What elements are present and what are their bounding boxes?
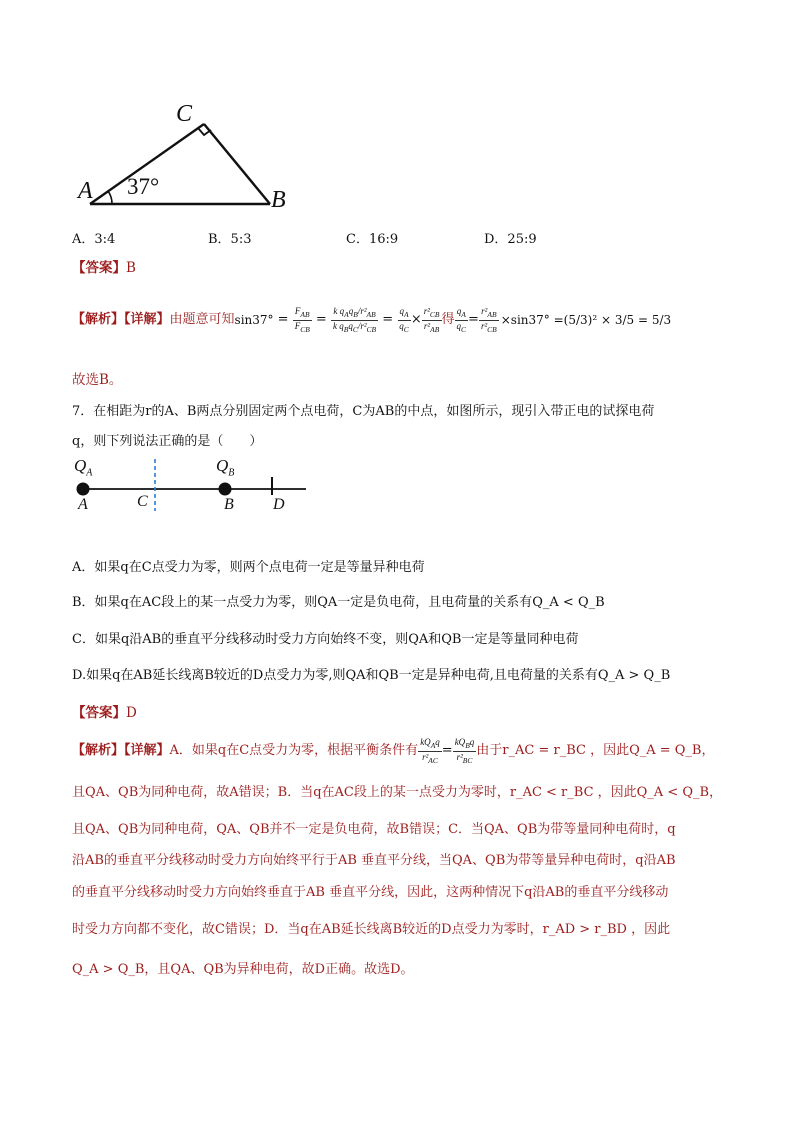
label-d7: D — [273, 496, 285, 513]
q7-option-c: C．如果q沿AB的垂直平分线移动时受力方向始终不变，则QA和QB一定是等量同种电荷 — [72, 632, 579, 647]
fraction-q2: $\frac{q_A}{q_C}$ — [456, 305, 467, 334]
fraction-coulomb: $\frac{k q_Aq_B/r^2_{AB}}{k q_Bq_C/r^2_{CB}}$ — [332, 305, 377, 334]
analysis-tail: ×sin37° =(5/3)² × 3/5 = 5/3 — [500, 313, 672, 327]
answer-tag: 【答案】 — [72, 260, 126, 276]
angle-label: 37° — [127, 174, 160, 199]
option-c: C．16:9 — [346, 232, 399, 247]
label-c7: C — [137, 493, 148, 510]
label-qa: $Q_A$ — [74, 456, 93, 479]
analysis-q7-line1: 【解析】【详解】 A．如果q在C点受力为零，根据平衡条件有 $\frac{kQ_Aq}{r^2_{AC}}$ = $\frac{kQ_Bq}{r^2_{BC}}$ 由于r_AC = r_BC ，因此Q_A = Q_B， — [72, 736, 715, 765]
option-b: B．5:3 — [208, 232, 252, 247]
option-a: A．3:4 — [72, 232, 116, 247]
answer-q7 — [72, 703, 137, 723]
answer-tag-q7: 【答案】 — [72, 705, 126, 721]
analysis-q7-l1b: 由于r_AC = r_BC ，因此Q_A = Q_B， — [476, 743, 715, 758]
analysis-tag: 【解析】【详解】 — [72, 312, 170, 327]
analysis-q7-l1a: A．如果q在C点受力为零，根据平衡条件有 — [169, 743, 419, 758]
analysis-q7-line5: 的垂直平分线移动时受力方向始终垂直于AB 垂直平分线，因此，这两种情况下q沿AB的垂直平分线移动 — [72, 885, 669, 900]
label-a: A — [78, 178, 93, 204]
q7-stem-1: 7．在相距为r的A、B两点分别固定两个点电荷，C为AB的中点，如图所示，现引入带正电的试探电荷 — [72, 404, 655, 419]
label-qb: $Q_B$ — [216, 456, 235, 479]
conclusion-q6: 故选B。 — [72, 372, 123, 388]
fraction-balance-b: $\frac{kQ_Bq}{r^2_{BC}}$ — [454, 736, 475, 765]
q7-option-d: D.如果q在AB延长线离B较近的D点受力为零,则QA和QB一定是异种电荷,且电荷量的关系有Q_A > Q_B — [72, 668, 671, 683]
answer-q6 — [72, 258, 136, 278]
fraction-force: $\frac{F_{AB}}{F_{CB}}$ — [294, 305, 310, 334]
analysis-lead: 由题意可知 — [169, 312, 235, 327]
fraction-r: $\frac{r^2_{CB}}{r^2_{AB}}$ — [423, 305, 440, 334]
analysis-q7-line4: 沿AB的垂直平分线移动时受力方向始终平行于AB 垂直平分线，当QA、QB为带等量异种电荷时，q沿AB — [72, 853, 676, 868]
sin-text: sin37° — [234, 313, 274, 327]
option-d: D．25:9 — [484, 232, 537, 247]
analysis-tag-q7: 【解析】【详解】 — [72, 743, 170, 758]
analysis-q7-line2: 且QA、QB为同种电荷，故A错误；B．当q在AC段上的某一点受力为零时，r_AC < r_BC ，因此Q_A < Q_B， — [72, 785, 723, 800]
q7-stem-2: q，则下列说法正确的是（ ） — [72, 434, 263, 449]
analysis-q7-line3: 且QA、QB为同种电荷，QA、QB并不一定是负电荷，故B错误；C．当QA、QB为带等量同种电荷时，q — [72, 822, 676, 837]
analysis-mid: 得 — [441, 312, 455, 327]
label-b: B — [271, 187, 286, 213]
answer-value: B — [126, 260, 136, 276]
q7-option-b: B．如果q在AC段上的某一点受力为零，则QA一定是负电荷，且电荷量的关系有Q_A < Q_B — [72, 595, 605, 610]
analysis-q6: 【解析】【详解】 由题意可知 sin37° = $\frac{F_{AB}}{F_{CB}}$ = $\frac{k q_Aq_B/r^2_{AB}}{k q_Bq_C/r^2_{CB}}$ = $\frac{q_A}{q_C}$ × $\frac{r^2_{CB}}{r^2_{AB}}$ 得 $\frac{q_A}{q_C}$ = $\frac{r^2_{AB}}{r^2_{CB}}$ ×sin37° =(5/3)² × 3/5 = 5/3 — [72, 305, 672, 334]
answer-value-q7: D — [126, 705, 137, 721]
label-c: C — [176, 101, 193, 127]
label-b7: B — [224, 496, 234, 513]
label-a7: A — [78, 496, 88, 513]
fraction-balance-a: $\frac{kQ_Aq}{r^2_{AC}}$ — [420, 736, 440, 765]
analysis-q7-line7: Q_A > Q_B，且QA、QB为异种电荷，故D正确。故选D。 — [72, 962, 414, 977]
fraction-q: $\frac{q_A}{q_C}$ — [399, 305, 409, 334]
fraction-r2: $\frac{r^2_{AB}}{r^2_{CB}}$ — [480, 305, 497, 334]
analysis-q7-line6: 时受力方向都不变化，故C错误；D．当q在AB延长线离B较近的D点受力为零时，r_AD > r_BD ，因此 — [72, 922, 671, 937]
q7-option-a: A．如果q在C点受力为零，则两个点电荷一定是等量异种电荷 — [72, 560, 425, 575]
